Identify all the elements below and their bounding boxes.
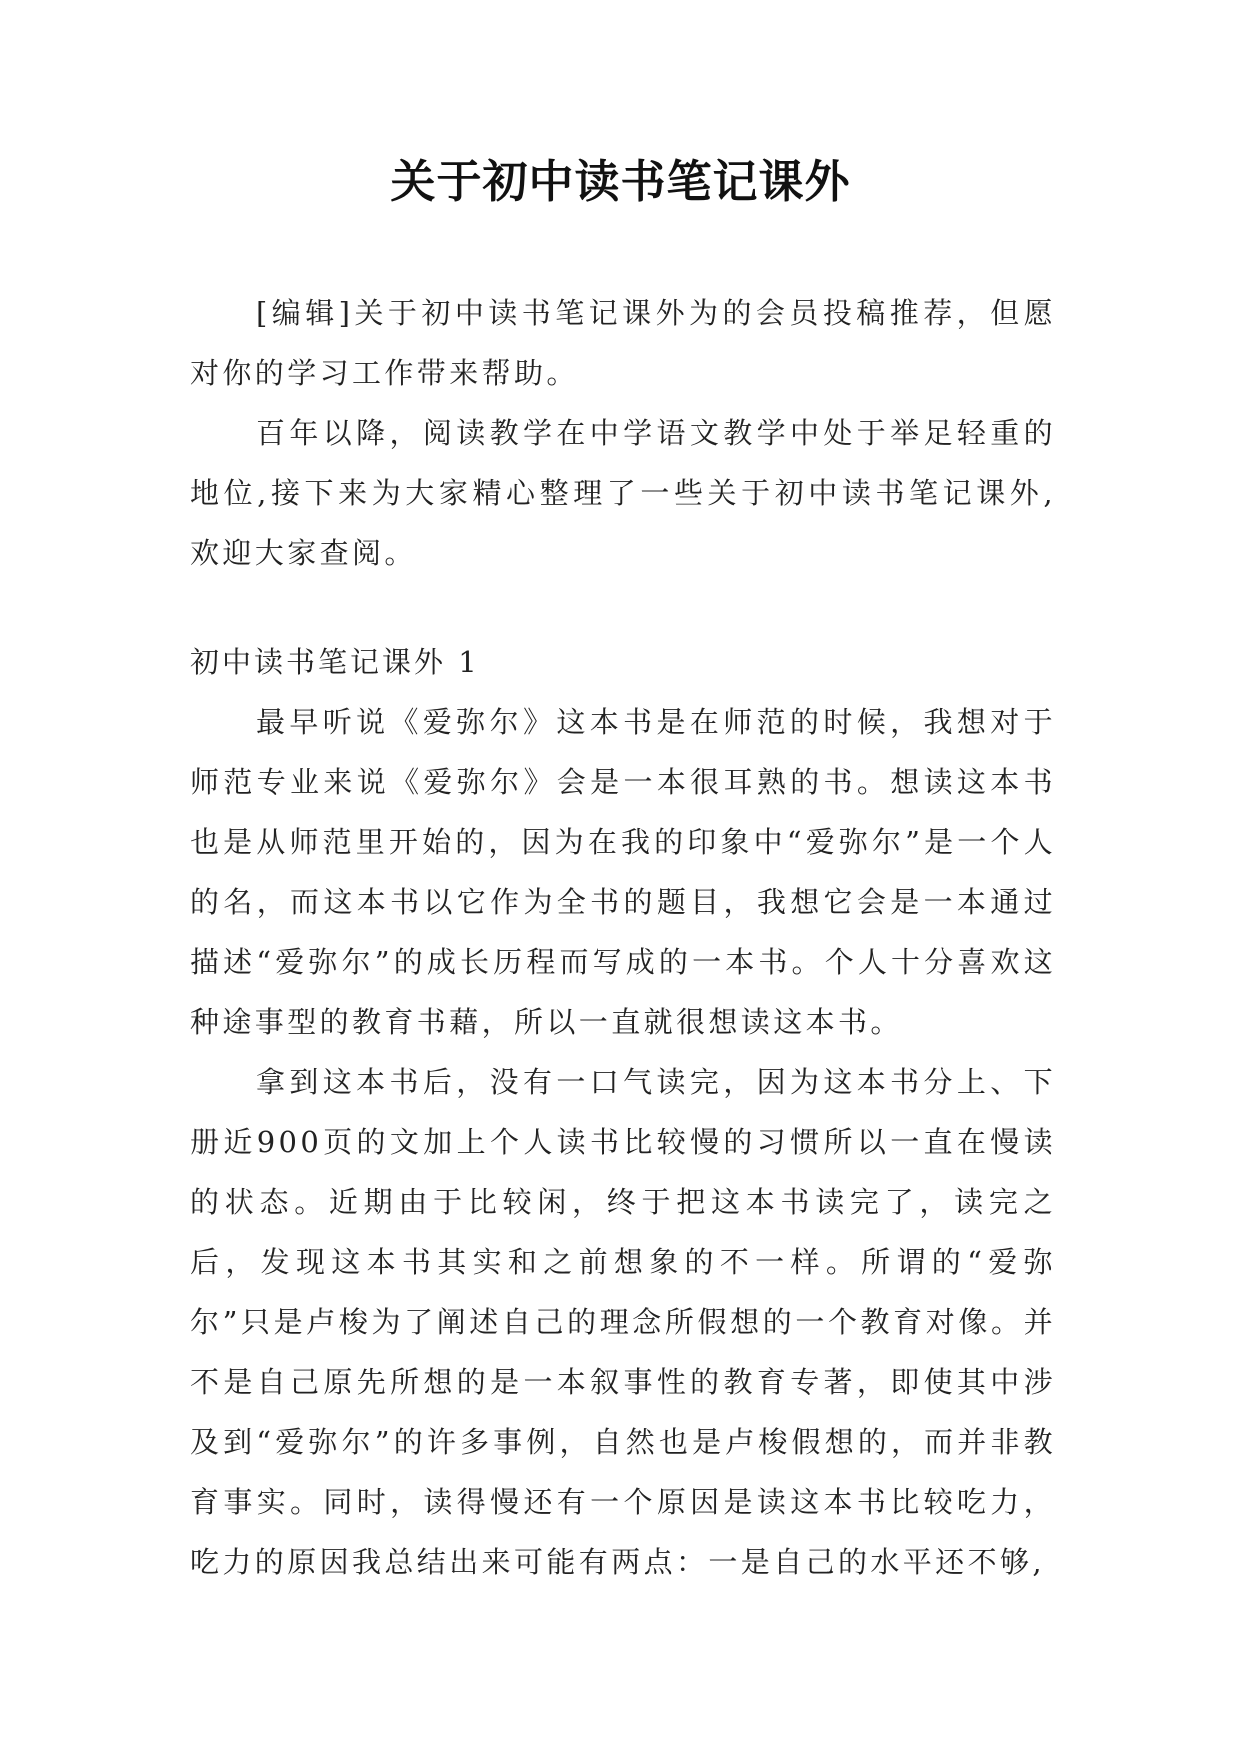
body-paragraph: 最早听说《爱弥尔》这本书是在师范的时候，我想对于师范专业来说《爱弥尔》会是一本很耳熟的书。想读这本书也是从师范里开始的，因为在我的印象中“爱弥尔”是一个人的名，而这本书以它作为全书的题目，我想它会是一本通过描述“爱弥尔”的成长历程而写成的一本书。个人十分喜欢这种途事型的教育书藉，所以一直就很想读这本书。 — [190, 705, 1056, 1039]
body-paragraph: 拿到这本书后，没有一口气读完，因为这本书分上、下册近900页的文加上个人读书比较慢的习惯所以一直在慢读的状态。近期由于比较闲，终于把这本书读完了，读完之后，发现这本书其实和之前想象的不一样。所谓的“爱弥尔”只是卢梭为了阐述自己的理念所假想的一个教育对像。并不是自己原先所想的是一本叙事性的教育专著，即使其中涉及到“爱弥尔”的许多事例，自然也是卢梭假想的，而并非教育事实。同时，读得慢还有一个原因是读这本书比较吃力，吃力的原因我总结出来可能有两点：一是自己的水平还不够, — [190, 1065, 1056, 1579]
intro-paragraph: [编辑]关于初中读书笔记课外为的会员投稿推荐，但愿对你的学习工作带来帮助。 — [190, 296, 1056, 390]
intro-section — [190, 283, 1056, 583]
section-heading: 初中读书笔记课外 1 — [190, 645, 480, 679]
document-title: 关于初中读书笔记课外 — [390, 155, 851, 208]
intro-paragraph: 百年以降，阅读教学在中学语文教学中处于举足轻重的地位,接下来为大家精心整理了一些关于初中读书笔记课外,欢迎大家查阅。 — [190, 416, 1056, 570]
section-body — [190, 692, 1056, 1592]
